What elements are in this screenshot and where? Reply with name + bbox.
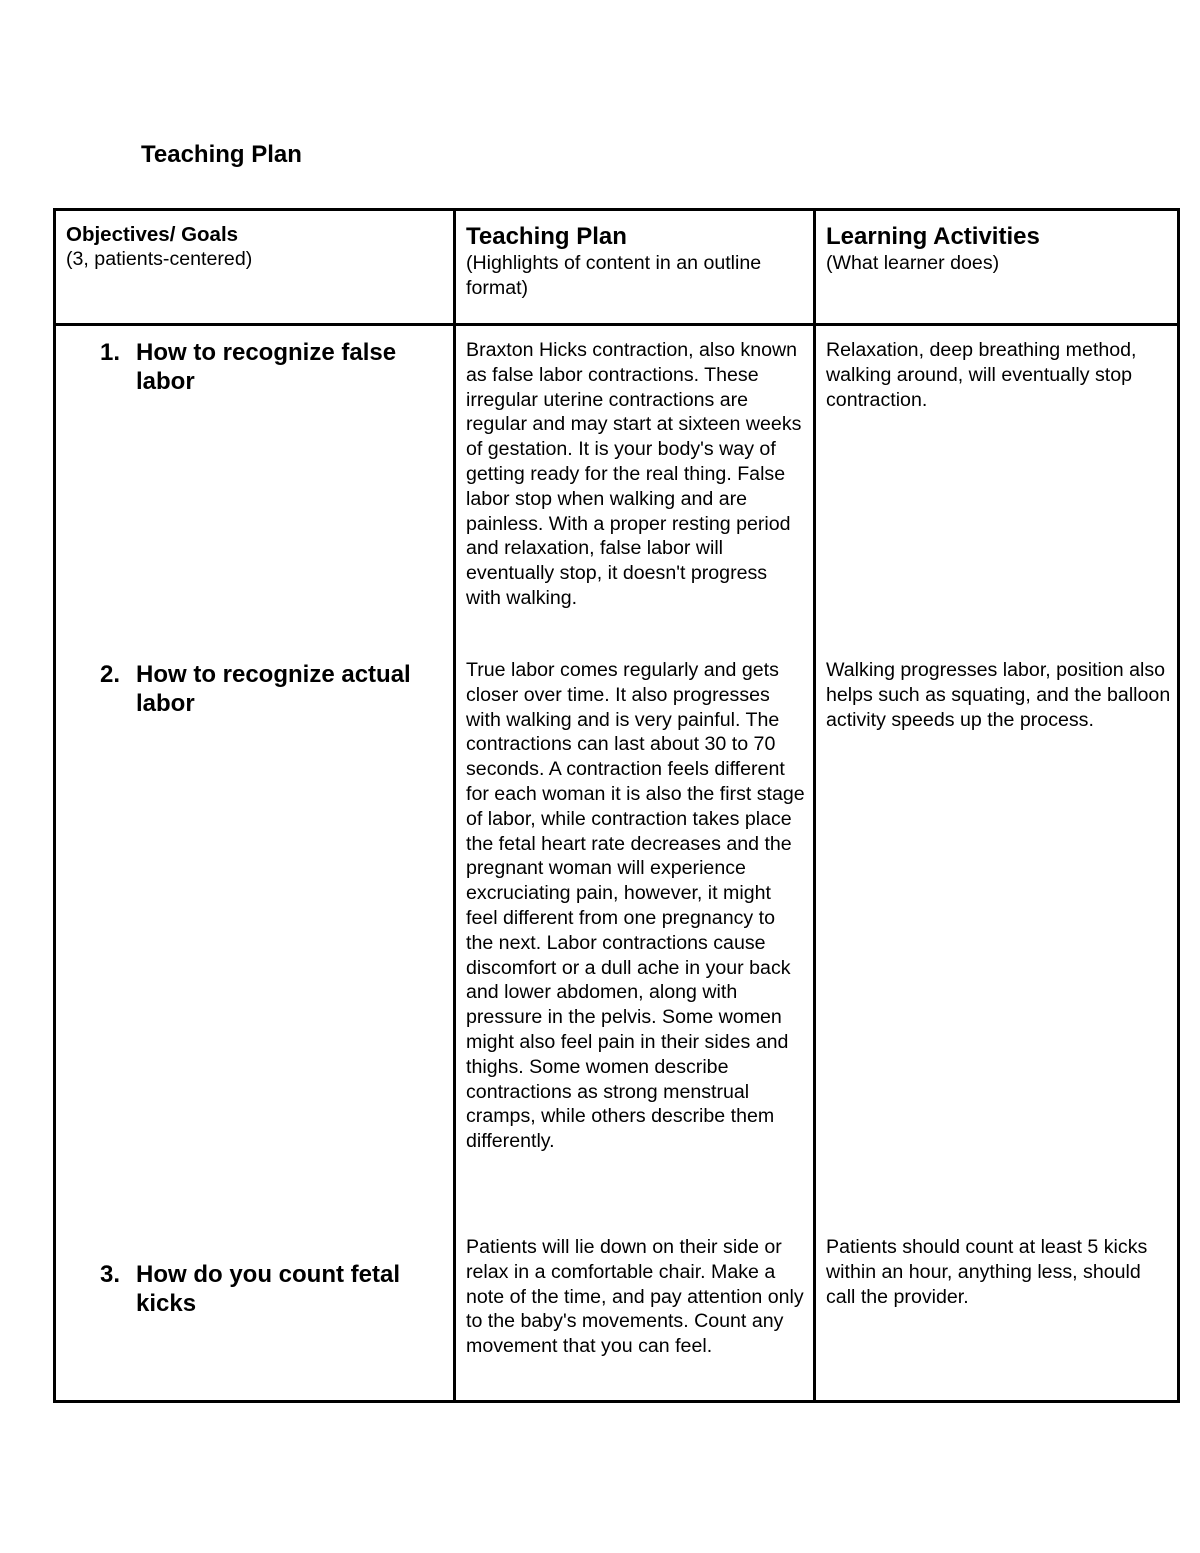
teaching-cell xyxy=(455,648,815,1225)
objective-cell xyxy=(55,648,455,1225)
objective-text: How to recognize false labor xyxy=(136,339,397,395)
activity-cell xyxy=(815,325,1179,649)
teaching-text: Braxton Hicks contraction, also known as false labor contractions. These irregular uterine contractions are regular and may start at sixteen weeks of gestation. It is your body's way of getting ready for the real thing. False labor stop when walking and are painless. With a proper resting period and relaxation, false labor will eventually stop, it doesn't progress with walking. xyxy=(466,339,802,609)
objective-cell xyxy=(55,1225,455,1402)
header-learning-activities xyxy=(815,210,1179,325)
teaching-cell xyxy=(455,325,815,649)
header-objectives-title: Objectives/ Goals xyxy=(66,223,239,246)
header-objectives-subtitle: (3, patients-centered) xyxy=(66,248,253,270)
objective-cell xyxy=(55,325,455,649)
header-learning-activities-title: Learning Activities xyxy=(826,223,1040,250)
header-teaching-plan-title: Teaching Plan xyxy=(466,223,627,250)
objective-item xyxy=(100,338,447,396)
objective-item xyxy=(100,1260,447,1318)
page-title: Teaching Plan xyxy=(141,141,302,168)
objective-number: 1. xyxy=(100,339,121,366)
teaching-text: Patients will lie down on their side or relax in a comfortable chair. Make a note of the time, and pay attention only to the baby's movements. Count any movement that you can feel. xyxy=(466,1236,804,1358)
teaching-plan-table xyxy=(53,208,1180,1403)
objective-item xyxy=(100,660,447,718)
table-row xyxy=(55,1225,1179,1402)
header-teaching-plan xyxy=(455,210,815,325)
objective-text: How to recognize actual labor xyxy=(136,661,411,717)
table-header-row xyxy=(55,210,1179,325)
header-objectives xyxy=(55,210,455,325)
header-learning-activities-subtitle: (What learner does) xyxy=(826,252,1000,274)
table-row xyxy=(55,648,1179,1225)
objective-text: How do you count fetal kicks xyxy=(136,1261,400,1317)
table-row xyxy=(55,325,1179,649)
objective-number: 3. xyxy=(100,1261,121,1288)
teaching-text: True labor comes regularly and gets closer over time. It also progresses with walking and is very painful. The contractions can last about 30 to 70 seconds. A contraction feels different for each woman it is also the first stage of labor, while contraction takes place the fetal heart rate decreases and the pregnant woman will experience excruciating pain, however, it might feel different from one pregnancy to the next. Labor contractions cause discomfort or a dull ache in your back and lower abdomen, along with pressure in the pelvis. Some women might also feel pain in their sides and thighs. Some women describe contractions as strong menstrual cramps, while others describe them differently. xyxy=(466,659,805,1153)
activity-cell xyxy=(815,1225,1179,1402)
activity-cell xyxy=(815,648,1179,1225)
teaching-cell xyxy=(455,1225,815,1402)
activity-text: Patients should count at least 5 kicks within an hour, anything less, should call the provider. xyxy=(826,1236,1148,1308)
activity-text: Walking progresses labor, position also helps such as squating, and the balloon activity speeds up the process. xyxy=(826,659,1171,731)
objective-number: 2. xyxy=(100,661,121,688)
activity-text: Relaxation, deep breathing method, walking around, will eventually stop contraction. xyxy=(826,339,1137,411)
header-teaching-plan-subtitle: (Highlights of content in an outline format) xyxy=(466,252,762,299)
